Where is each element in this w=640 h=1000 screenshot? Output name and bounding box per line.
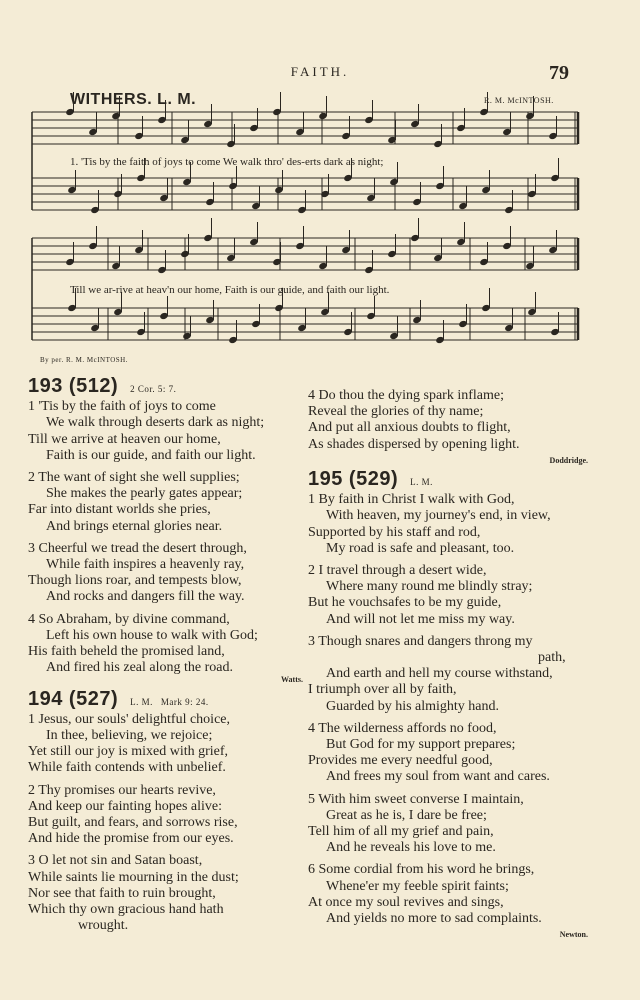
hymn-194-heading	[28, 687, 303, 710]
hymn-195-stanza-4	[308, 721, 588, 786]
verse-line: 4 So Abraham, by divine command,	[28, 611, 230, 627]
verse-line: But he vouchsafes to be my guide,	[308, 595, 502, 611]
verse-line: Faith is our guide, and faith our light.	[46, 447, 256, 463]
left-column	[28, 376, 303, 941]
verse-line: And brings eternal glories near.	[46, 518, 223, 534]
tune-name: WITHERS. L. M.	[70, 91, 197, 108]
verse-line: She makes the pearly gates appear;	[46, 486, 243, 502]
hymn-193-stanza-3	[28, 541, 303, 606]
verse-line: And frees my soul from want and cares.	[326, 769, 550, 785]
hymn-193-author: Watts.	[281, 675, 303, 685]
verse-line: Yet still our joy is mixed with grief,	[28, 744, 229, 760]
verse-line: And yields no more to sad complaints.	[326, 911, 542, 927]
verse-line: Which thy own gracious hand hath	[28, 902, 224, 918]
page-number: 79	[549, 62, 569, 84]
music-score	[0, 0, 640, 360]
hymn-194-author: Doddridge.	[549, 455, 588, 465]
hymn-193-reference: 2 Cor. 5: 7.	[130, 384, 177, 394]
hymn-193-stanza-1	[28, 399, 303, 464]
verse-line: 1 Jesus, our souls' delightful choice,	[28, 711, 230, 727]
hymn-195-stanza-6	[308, 862, 588, 927]
hymn-195-stanza-1	[308, 492, 588, 557]
verse-line: Where many round me blindly stray;	[326, 579, 533, 595]
verse-line: We walk through deserts dark as night;	[46, 415, 265, 431]
verse-line: My road is safe and pleasant, too.	[326, 540, 515, 556]
verse-line: As shades dispersed by opening light.	[308, 436, 520, 452]
verse-line: 1 By faith in Christ I walk with God,	[308, 492, 515, 508]
verse-line: And rocks and dangers fill the way.	[46, 589, 245, 605]
score-lyrics-line-1: 1. 'Tis by the faith of joys to come We walk thro' des-erts dark as night;	[70, 156, 384, 168]
hymn-194-stanza-4	[308, 388, 588, 453]
verse-line: While faith contends with unbelief.	[28, 760, 226, 776]
score-lyrics-line-2: Till we ar-rive at heav'n our home, Faith is our guide, and faith our light.	[70, 284, 390, 296]
verse-line: And put all anxious doubts to flight,	[308, 420, 511, 436]
hymn-193-stanza-4	[28, 612, 303, 677]
hymn-195-meter: L. M.	[410, 477, 433, 488]
verse-line: But guilt, and fears, and sorrows rise,	[28, 815, 238, 831]
hymn-194-number: 194 (527)	[28, 687, 119, 710]
verse-line: Tell him of all my grief and pain,	[308, 824, 494, 840]
verse-line: Whene'er my feeble spirit faints;	[326, 878, 509, 894]
hymn-195-author: Newton.	[559, 930, 588, 940]
hymn-193-heading	[28, 375, 303, 397]
verse-line: And earth and hell my course withstand,	[326, 666, 553, 682]
hymn-195-heading	[308, 468, 588, 491]
verse-line: 2 I travel through a desert wide,	[308, 563, 487, 579]
score-permission-credit: By per. R. M. McINTOSH.	[40, 356, 128, 364]
hymn-194-stanza-1	[28, 712, 303, 777]
verse-line: Far into distant worlds she pries,	[28, 502, 211, 518]
verse-line: Guarded by his almighty hand.	[326, 698, 500, 714]
hymn-195-stanza-3	[308, 634, 588, 715]
hymn-195-stanza-5	[308, 792, 588, 857]
verse-line: Nor see that faith to ruin brought,	[28, 885, 216, 901]
verse-line: Great as he is, I dare be free;	[326, 807, 487, 823]
verse-line: And he reveals his love to me.	[326, 840, 496, 856]
verse-line: 2 The want of sight she well supplies;	[28, 470, 240, 486]
verse-line: While faith inspires a heavenly ray,	[46, 557, 245, 573]
verse-line: Reveal the glories of thy name;	[308, 404, 484, 420]
verse-line: 2 Thy promises our hearts revive,	[28, 782, 216, 798]
verse-line: With heaven, my journey's end, in view,	[326, 508, 551, 524]
verse-line: His faith beheld the promised land,	[28, 644, 225, 660]
verse-line: In thee, believing, we rejoice;	[46, 728, 213, 744]
verse-line: Supported by his staff and rod,	[308, 524, 481, 540]
verse-line: Left his own house to walk with God;	[46, 627, 258, 643]
verse-line: And fired his zeal along the road.	[46, 660, 233, 676]
verse-line: And will not let me miss my way.	[326, 611, 515, 627]
verse-line: 6 Some cordial from his word he brings,	[308, 862, 535, 878]
verse-line: 3 Though snares and dangers throng my	[308, 633, 533, 649]
verse-line: Provides me every needful good,	[308, 753, 493, 769]
verse-line: And keep our fainting hopes alive:	[28, 798, 223, 814]
verse-line: At once my soul revives and sings,	[308, 894, 504, 910]
hymn-193-number: 193 (512)	[28, 375, 119, 397]
verse-line: path,	[538, 650, 566, 666]
verse-line: wrought.	[78, 918, 129, 934]
verse-line: 5 With him sweet converse I maintain,	[308, 791, 524, 807]
right-column	[308, 388, 588, 946]
verse-line: Though lions roar, and tempests blow,	[28, 573, 242, 589]
page-header-title: FAITH.	[290, 64, 350, 79]
composer-credit: R. M. McINTOSH.	[484, 96, 554, 105]
verse-line: While saints lie mourning in the dust;	[28, 869, 239, 885]
verse-line: But God for my support prepares;	[326, 737, 516, 753]
hymn-194-stanza-3	[28, 853, 303, 934]
verse-line: 3 O let not sin and Satan boast,	[28, 853, 203, 869]
verse-line: 4 The wilderness affords no food,	[308, 720, 497, 736]
verse-line: And hide the promise from our eyes.	[28, 831, 234, 847]
hymn-195-number: 195 (529)	[308, 468, 399, 491]
hymn-194-stanza-2	[28, 783, 303, 848]
verse-line: 3 Cheerful we tread the desert through,	[28, 540, 247, 556]
verse-line: I triumph over all by faith,	[308, 682, 457, 698]
hymn-195-stanza-2	[308, 563, 588, 628]
hymn-194-meter: L. M.	[130, 696, 153, 707]
verse-line: Till we arrive at heaven our home,	[28, 431, 221, 447]
verse-line: 4 Do thou the dying spark inflame;	[308, 388, 504, 403]
hymn-193-stanza-2	[28, 470, 303, 535]
verse-line: 1 'Tis by the faith of joys to come	[28, 399, 216, 415]
hymn-194-reference: Mark 9: 24.	[160, 696, 209, 707]
